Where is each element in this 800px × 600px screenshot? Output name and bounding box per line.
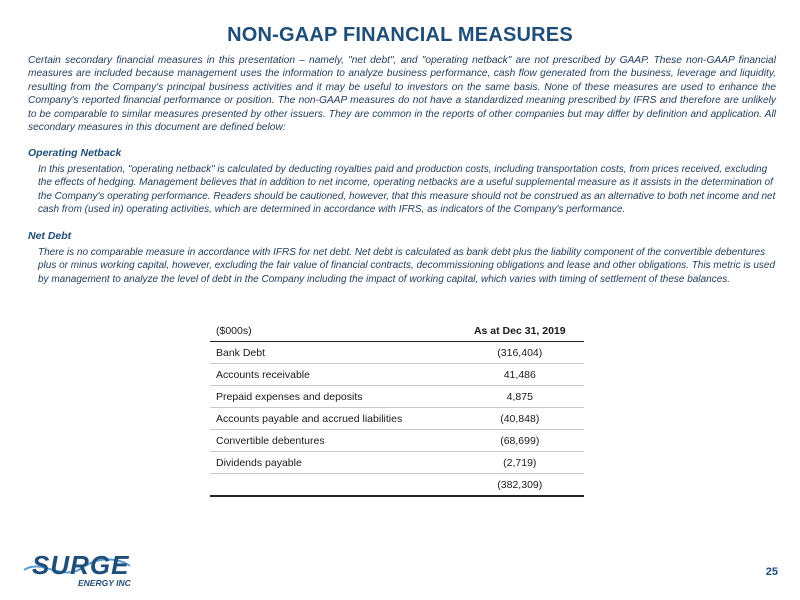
net-debt-text: There is no comparable measure in accordance with IFRS for net debt. Net debt is calculated as bank debt plus the liability component of the convertible debentures plus or minus working capital, however, excluding the fair value of financial contracts, decommissioning obligations and lease and other obligations. This metric is used by management to analyze the level of debt in the Company including the impact of working capital, which varies with timing of settlement of these balances.: [38, 247, 776, 285]
table-row: [210, 408, 584, 430]
logo-wordmark: SURGE: [32, 550, 130, 580]
table-row: [210, 452, 584, 474]
row-value: (40,848): [456, 408, 584, 430]
row-value: 41,486: [456, 364, 584, 386]
row-value: (68,699): [456, 430, 584, 452]
row-label: Accounts receivable: [210, 364, 456, 386]
table-row: [210, 430, 584, 452]
row-value: (2,719): [456, 452, 584, 474]
operating-netback-text: In this presentation, "operating netback" is calculated by deducting royalties paid and production costs, including transportation costs, from prices received, excluding the effects of hedging. Management believes that in addition to net income, operating netbacks are a useful supplemental measure as it assists in the determination of the Company's operating performance. Readers should be cautioned, however, that this measure should not be construed as an alternative to both net income and net cash from (used in) operating activities, which are determined in accordance with IFRS, as indicators of the Company's performance.: [38, 164, 776, 216]
row-value: 4,875: [456, 386, 584, 408]
net-debt-heading: Net Debt: [28, 230, 72, 242]
row-label: Accounts payable and accrued liabilities: [210, 408, 456, 430]
row-label: Dividends payable: [210, 452, 456, 474]
page-number: 25: [765, 566, 778, 578]
logo-subtext: ENERGY INC: [78, 578, 131, 588]
net-debt-table: [210, 322, 584, 497]
table-row: [210, 364, 584, 386]
table-row: [210, 342, 584, 364]
operating-netback-heading: Operating Netback: [28, 147, 122, 159]
row-label: Bank Debt: [210, 342, 456, 364]
table-header-label: ($000s): [210, 322, 456, 342]
page-title: NON-GAAP FINANCIAL MEASURES: [227, 24, 573, 46]
company-logo: [22, 548, 132, 592]
table-header-row: [210, 322, 584, 342]
total-label: [210, 474, 456, 497]
table-row: [210, 386, 584, 408]
row-label: Convertible debentures: [210, 430, 456, 452]
row-label: Prepaid expenses and deposits: [210, 386, 456, 408]
table-header-value: As at Dec 31, 2019: [456, 322, 584, 342]
intro-paragraph: Certain secondary financial measures in this presentation – namely, "net debt", and "operating netback" are not prescribed by GAAP. These non-GAAP financial measures are included because management uses the information to analyze business performance, cash flow generated from the business, leverage and liquidity, resulting from the Company's principal business activities and it may be useful to investors on the same basis. None of these measures are used to enhance the Company's reported financial performance or position. The non-GAAP measures do not have a standardized meaning prescribed by IFRS and therefore are unlikely to be comparable to similar measures presented by other issuers. They are common in the reports of other companies but may differ by definition and application. All secondary measures in this document are defined below:: [28, 55, 776, 134]
total-value: (382,309): [456, 474, 584, 497]
table-total-row: [210, 474, 584, 497]
row-value: (316,404): [456, 342, 584, 364]
